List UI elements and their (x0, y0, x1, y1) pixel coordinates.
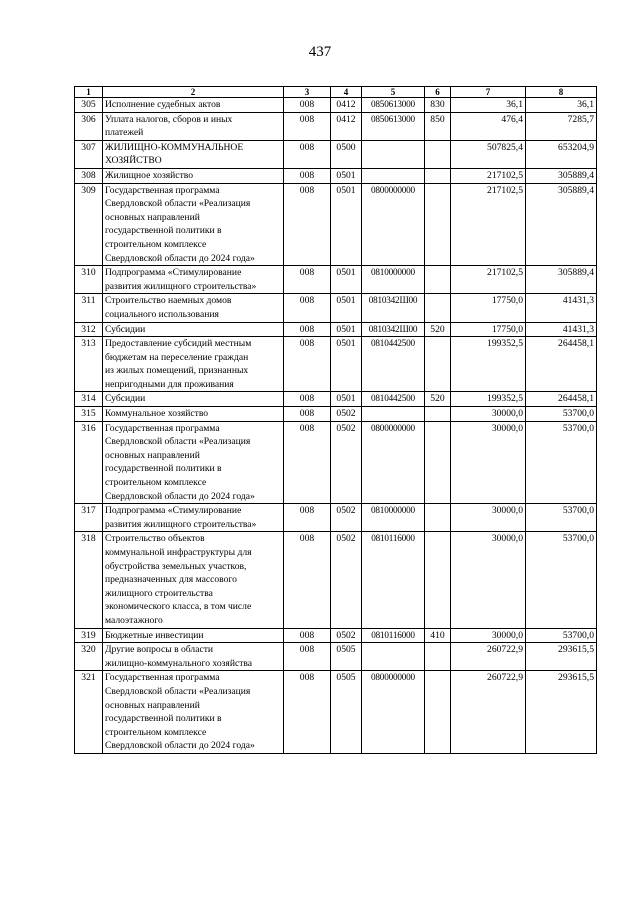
row-number: 308 (75, 168, 103, 183)
amount-col-8: 305889,4 (526, 168, 597, 183)
target-article-code: 0850613000 (362, 98, 425, 113)
target-article-code: 0810116000 (362, 628, 425, 643)
ministry-code: 008 (284, 168, 331, 183)
table-row (75, 532, 597, 628)
table-row (75, 407, 597, 422)
row-name: Подпрограмма «Стимулирование развития жилищного строительства» (103, 504, 284, 532)
amount-col-7: 217102,5 (451, 183, 526, 266)
amount-col-8: 53700,0 (526, 504, 597, 532)
table-row (75, 504, 597, 532)
target-article-code (362, 407, 425, 422)
ministry-code: 008 (284, 671, 331, 754)
ministry-code: 008 (284, 98, 331, 113)
section-code: 0412 (331, 112, 362, 140)
row-name: Бюджетные инвестиции (103, 628, 284, 643)
target-article-code: 0810442500 (362, 392, 425, 407)
amount-col-8: 653204,9 (526, 140, 597, 168)
amount-col-7: 36,1 (451, 98, 526, 113)
row-name: Жилищное хозяйство (103, 168, 284, 183)
row-number: 307 (75, 140, 103, 168)
expense-type-code (425, 168, 451, 183)
header-col-6: 6 (425, 87, 451, 98)
page-number: 437 (308, 44, 332, 60)
table-row (75, 421, 597, 504)
row-number: 314 (75, 392, 103, 407)
amount-col-8: 36,1 (526, 98, 597, 113)
table-row (75, 183, 597, 266)
amount-col-7: 30000,0 (451, 504, 526, 532)
target-article-code: 0850613000 (362, 112, 425, 140)
row-name: Строительство объектов коммунальной инфраструктуры для обустройства земельных участков, предназначенных для массового жилищного строительства экономического класса, в том числе малоэтажного (103, 532, 284, 628)
table-row (75, 671, 597, 754)
amount-col-8: 305889,4 (526, 183, 597, 266)
target-article-code (362, 168, 425, 183)
ministry-code: 008 (284, 628, 331, 643)
expense-type-code (425, 294, 451, 322)
header-row (75, 87, 597, 98)
expense-type-code (425, 671, 451, 754)
row-number: 305 (75, 98, 103, 113)
expense-type-code: 830 (425, 98, 451, 113)
amount-col-7: 217102,5 (451, 168, 526, 183)
target-article-code: 0810342Ш00 (362, 294, 425, 322)
row-name: Предоставление субсидий местным бюджетам на переселение граждан из жилых помещений, признанных непригодными для проживания (103, 337, 284, 392)
section-code: 0500 (331, 140, 362, 168)
row-name: Строительство наемных домов социального использования (103, 294, 284, 322)
target-article-code: 0810000000 (362, 504, 425, 532)
row-number: 320 (75, 643, 103, 671)
header-col-1: 1 (75, 87, 103, 98)
amount-col-8: 293615,5 (526, 643, 597, 671)
section-code: 0502 (331, 532, 362, 628)
target-article-code: 0810442500 (362, 337, 425, 392)
table-row (75, 266, 597, 294)
amount-col-7: 507825,4 (451, 140, 526, 168)
section-code: 0505 (331, 643, 362, 671)
amount-col-7: 30000,0 (451, 628, 526, 643)
amount-col-8: 41431,3 (526, 322, 597, 337)
section-code: 0501 (331, 322, 362, 337)
target-article-code: 0800000000 (362, 183, 425, 266)
row-name: ЖИЛИЩНО-КОММУНАЛЬНОЕ ХОЗЯЙСТВО (103, 140, 284, 168)
amount-col-7: 476,4 (451, 112, 526, 140)
ministry-code: 008 (284, 504, 331, 532)
expense-type-code (425, 183, 451, 266)
amount-col-7: 30000,0 (451, 407, 526, 422)
row-name: Субсидии (103, 322, 284, 337)
amount-col-8: 53700,0 (526, 532, 597, 628)
table-body (75, 98, 597, 754)
ministry-code: 008 (284, 337, 331, 392)
ministry-code: 008 (284, 322, 331, 337)
amount-col-8: 53700,0 (526, 421, 597, 504)
header-col-5: 5 (362, 87, 425, 98)
section-code: 0502 (331, 421, 362, 504)
row-number: 310 (75, 266, 103, 294)
row-number: 317 (75, 504, 103, 532)
section-code: 0501 (331, 266, 362, 294)
row-name: Коммунальное хозяйство (103, 407, 284, 422)
header-col-2: 2 (103, 87, 284, 98)
expense-type-code (425, 504, 451, 532)
ministry-code: 008 (284, 643, 331, 671)
table-row (75, 294, 597, 322)
amount-col-7: 17750,0 (451, 322, 526, 337)
table-row (75, 168, 597, 183)
amount-col-8: 305889,4 (526, 266, 597, 294)
amount-col-8: 7285,7 (526, 112, 597, 140)
amount-col-7: 199352,5 (451, 392, 526, 407)
section-code: 0412 (331, 98, 362, 113)
amount-col-8: 264458,1 (526, 392, 597, 407)
amount-col-7: 260722,9 (451, 643, 526, 671)
amount-col-7: 199352,5 (451, 337, 526, 392)
section-code: 0502 (331, 504, 362, 532)
row-name: Субсидии (103, 392, 284, 407)
table-row (75, 98, 597, 113)
table-row (75, 140, 597, 168)
row-name: Подпрограмма «Стимулирование развития жилищного строительства» (103, 266, 284, 294)
expense-type-code: 520 (425, 392, 451, 407)
amount-col-7: 17750,0 (451, 294, 526, 322)
section-code: 0501 (331, 392, 362, 407)
table-row (75, 628, 597, 643)
expense-type-code (425, 140, 451, 168)
section-code: 0501 (331, 294, 362, 322)
ministry-code: 008 (284, 294, 331, 322)
expense-type-code (425, 337, 451, 392)
ministry-code: 008 (284, 532, 331, 628)
target-article-code (362, 140, 425, 168)
row-number: 312 (75, 322, 103, 337)
row-number: 319 (75, 628, 103, 643)
section-code: 0502 (331, 628, 362, 643)
ministry-code: 008 (284, 183, 331, 266)
section-code: 0501 (331, 183, 362, 266)
amount-col-7: 260722,9 (451, 671, 526, 754)
header-col-4: 4 (331, 87, 362, 98)
amount-col-8: 264458,1 (526, 337, 597, 392)
target-article-code (362, 643, 425, 671)
section-code: 0505 (331, 671, 362, 754)
ministry-code: 008 (284, 421, 331, 504)
target-article-code: 0810116000 (362, 532, 425, 628)
expense-type-code: 850 (425, 112, 451, 140)
amount-col-7: 217102,5 (451, 266, 526, 294)
table-row (75, 322, 597, 337)
ministry-code: 008 (284, 407, 331, 422)
amount-col-7: 30000,0 (451, 532, 526, 628)
table-row (75, 112, 597, 140)
row-name: Исполнение судебных актов (103, 98, 284, 113)
row-number: 306 (75, 112, 103, 140)
ministry-code: 008 (284, 140, 331, 168)
row-number: 311 (75, 294, 103, 322)
header-col-8: 8 (526, 87, 597, 98)
row-number: 313 (75, 337, 103, 392)
target-article-code: 0800000000 (362, 421, 425, 504)
amount-col-8: 53700,0 (526, 628, 597, 643)
expense-type-code (425, 421, 451, 504)
amount-col-8: 41431,3 (526, 294, 597, 322)
target-article-code: 0810000000 (362, 266, 425, 294)
expense-type-code (425, 643, 451, 671)
target-article-code: 0810342Ш00 (362, 322, 425, 337)
expense-type-code (425, 266, 451, 294)
amount-col-7: 30000,0 (451, 421, 526, 504)
section-code: 0501 (331, 337, 362, 392)
ministry-code: 008 (284, 392, 331, 407)
expense-type-code (425, 407, 451, 422)
row-number: 315 (75, 407, 103, 422)
row-number: 321 (75, 671, 103, 754)
amount-col-8: 53700,0 (526, 407, 597, 422)
header-col-3: 3 (284, 87, 331, 98)
row-name: Уплата налогов, сборов и иных платежей (103, 112, 284, 140)
amount-col-8: 293615,5 (526, 671, 597, 754)
row-number: 316 (75, 421, 103, 504)
row-name: Государственная программа Свердловской области «Реализация основных направлений государственной политики в строительном комплексе Свердловской области до 2024 года» (103, 421, 284, 504)
row-name: Государственная программа Свердловской области «Реализация основных направлений государственной политики в строительном комплексе Свердловской области до 2024 года» (103, 183, 284, 266)
expense-type-code: 520 (425, 322, 451, 337)
target-article-code: 0800000000 (362, 671, 425, 754)
table-row (75, 337, 597, 392)
expense-type-code (425, 532, 451, 628)
expense-type-code: 410 (425, 628, 451, 643)
row-number: 318 (75, 532, 103, 628)
ministry-code: 008 (284, 112, 331, 140)
row-number: 309 (75, 183, 103, 266)
table-row (75, 643, 597, 671)
row-name: Другие вопросы в области жилищно-коммунального хозяйства (103, 643, 284, 671)
ministry-code: 008 (284, 266, 331, 294)
table-row (75, 392, 597, 407)
row-name: Государственная программа Свердловской области «Реализация основных направлений государственной политики в строительном комплексе Свердловской области до 2024 года» (103, 671, 284, 754)
header-col-7: 7 (451, 87, 526, 98)
section-code: 0501 (331, 168, 362, 183)
budget-table (74, 86, 597, 754)
section-code: 0502 (331, 407, 362, 422)
